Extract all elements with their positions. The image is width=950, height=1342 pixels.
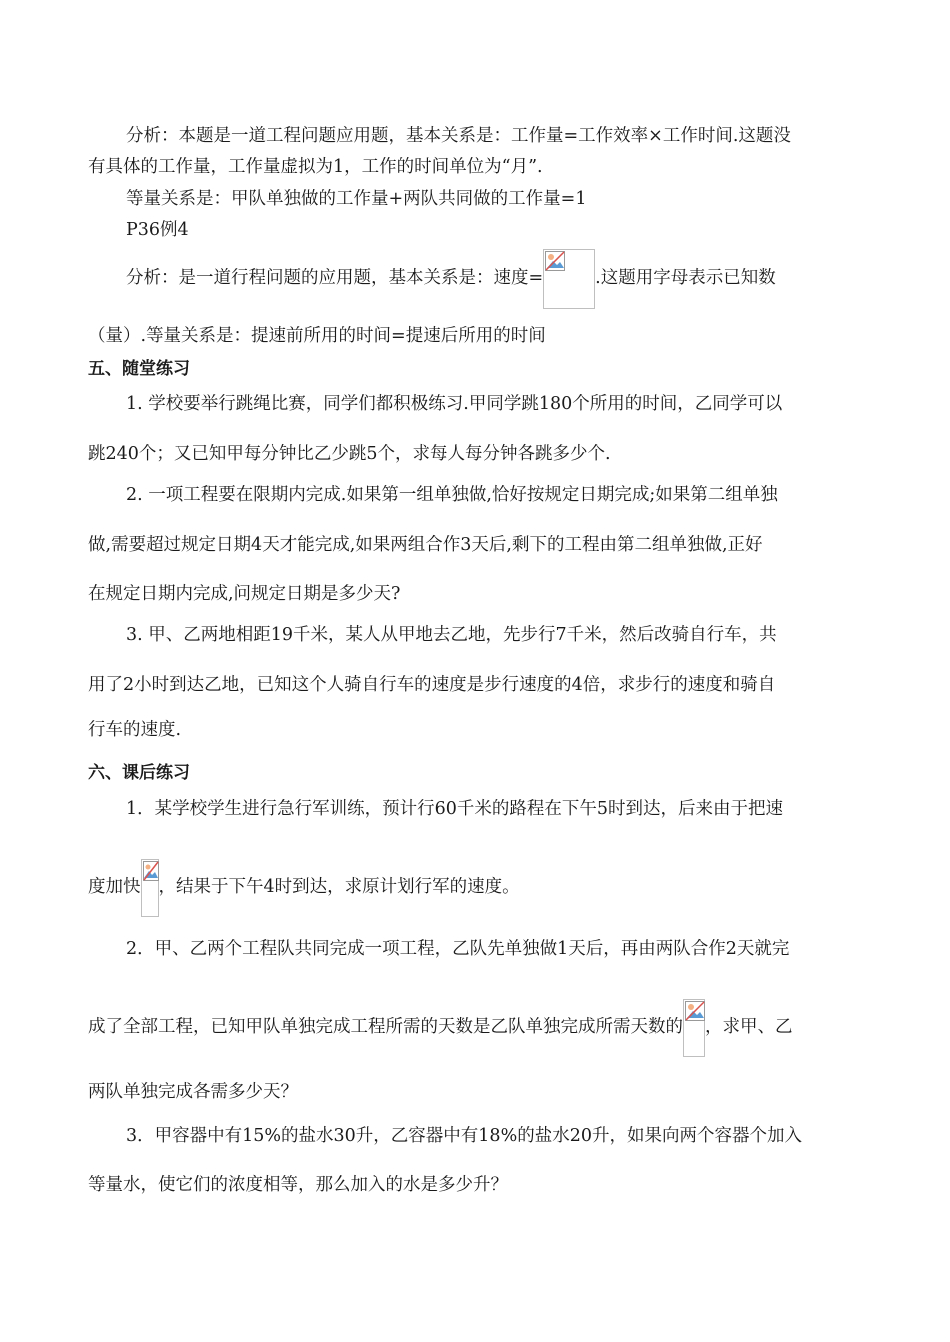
broken-image-icon <box>545 251 565 271</box>
s6-q2-line3: 两队单独完成各需多少天？ <box>88 1082 298 1102</box>
analysis2-line2: （量）.等量关系是：提速前所用的时间=提速后所用的时间 <box>88 326 546 346</box>
section6-heading: 六、课后练习 <box>88 763 190 783</box>
s5-q3-line3: 行车的速度. <box>88 720 182 740</box>
s6-q3-line2: 等量水，使它们的浓度相等，那么加入的水是多少升？ <box>88 1175 508 1195</box>
s5-q3-line2: 用了2小时到达乙地，已知这个人骑自行车的速度是步行速度的4倍，求步行的速度和骑自 <box>88 675 776 695</box>
analysis2-line1-after: .这题用字母表示已知数 <box>595 268 776 288</box>
s5-q2-line3: 在规定日期内完成,问规定日期是多少天? <box>88 584 401 604</box>
analysis2-line1 <box>126 248 776 308</box>
s6-q1-line2-after: ，结果于下午4时到达，求原计划行军的速度。 <box>158 877 520 897</box>
s6-q2-line2-before: 成了全部工程，已知甲队单独完成工程所需的天数是乙队单独完成所需天数的 <box>88 1017 683 1037</box>
broken-image-icon <box>685 1001 705 1021</box>
s5-q2-line1: 2. 一项工程要在限期内完成.如果第一组单独做,恰好按规定日期完成;如果第二组单独 <box>126 485 778 505</box>
example-reference: P36例4 <box>126 220 189 240</box>
s6-q1-line2 <box>88 858 520 916</box>
broken-image-icon <box>143 861 159 881</box>
s6-q1-line2-before: 度加快 <box>88 877 141 897</box>
s5-q3-line1: 3. 甲、乙两地相距19千米，某人从甲地去乙地，先步行7千米，然后改骑自行车，共 <box>126 625 777 645</box>
s6-q2-line2 <box>88 998 793 1056</box>
analysis1-line2: 有具体的工作量，工作量虚拟为1，工作的时间单位为“月”. <box>88 157 543 177</box>
s6-q1-line1: 1．某学校学生进行急行军训练，预计行60千米的路程在下午5时到达，后来由于把速 <box>126 799 784 819</box>
s6-q2-line1: 2．甲、乙两个工程队共同完成一项工程，乙队先单独做1天后，再由两队合作2天就完 <box>126 939 790 959</box>
s5-q1-line1: 1. 学校要举行跳绳比赛，同学们都积极练习.甲同学跳180个所用的时间，乙同学可以 <box>126 394 783 414</box>
s5-q2-line2: 做,需要超过规定日期4天才能完成,如果两组合作3天后,剩下的工程由第二组单独做,正好 <box>88 535 763 555</box>
fraction-image-placeholder <box>141 859 159 917</box>
analysis2-line1-before: 分析：是一道行程问题的应用题，基本关系是：速度= <box>126 268 544 288</box>
analysis1-line3: 等量关系是：甲队单独做的工作量+两队共同做的工作量=1 <box>126 189 587 209</box>
s6-q3-line1: 3．甲容器中有15%的盐水30升，乙容器中有18%的盐水20升，如果向两个容器个加入 <box>126 1126 802 1146</box>
fraction-image-placeholder <box>683 999 705 1057</box>
fraction-image-placeholder <box>543 249 595 309</box>
s6-q2-line2-after: ，求甲、乙 <box>705 1017 793 1037</box>
section5-heading: 五、随堂练习 <box>88 359 190 379</box>
s5-q1-line2: 跳240个；又已知甲每分钟比乙少跳5个，求每人每分钟各跳多少个. <box>88 444 611 464</box>
analysis1-line1: 分析：本题是一道工程问题应用题，基本关系是：工作量=工作效率×工作时间.这题没 <box>126 126 791 146</box>
